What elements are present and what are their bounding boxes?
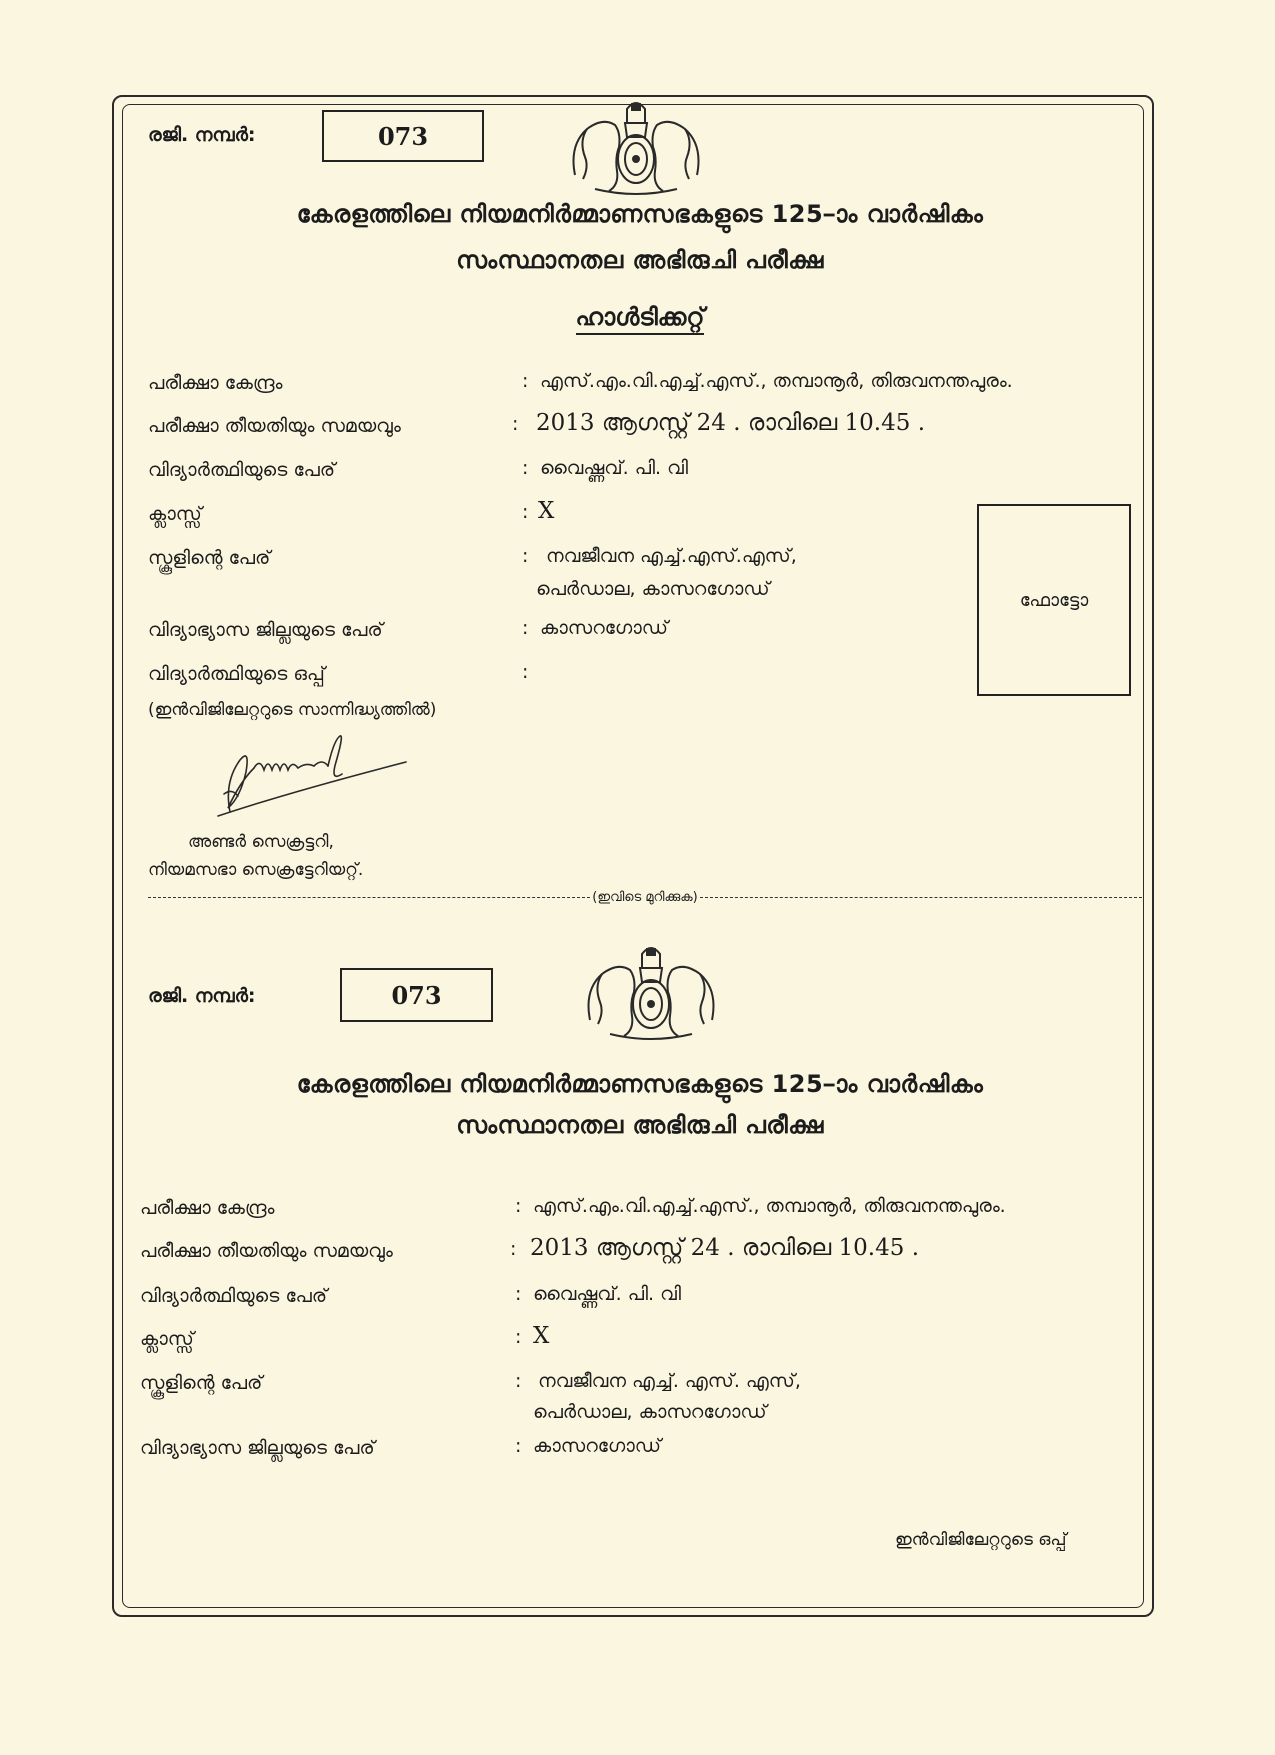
field-label-school: സ്കൂളിന്റെ പേര് [148,547,271,569]
field-label-district: വിദ്യാഭ്യാസ ജില്ലയുടെ പേര് [140,1437,375,1459]
field-label-class: ക്ലാസ്സ് [148,503,202,525]
field-colon: : [515,1326,522,1348]
exam-title: കേരളത്തിലെ നിയമനിർമ്മാണസഭകളുടെ 125–ാം വാർഷികം [296,1070,984,1098]
field-label-exam-centre: പരീക്ഷാ കേന്ദ്രം [140,1197,275,1219]
field-value-exam-date: 2013 ആഗസ്റ്റ് 24 . രാവിലെ 10.45 . [530,1235,920,1261]
signature-image [210,712,410,832]
reg-number-label: രജി. നമ്പർ: [148,124,256,146]
kerala-emblem-icon [565,95,707,197]
field-value-district: കാസറഗോഡ് [540,617,668,639]
field-label-student-name: വിദ്യാർത്ഥിയുടെ പേര് [148,459,336,481]
reg-number-label: രജി. നമ്പർ: [148,985,256,1007]
cut-here-text: (ഇവിടെ മുറിക്കുക) [592,889,698,905]
reg-number-box: 073 [322,110,484,162]
field-value-school: നവജീവന എച്ച്.എസ്.എസ്, [546,545,797,567]
field-colon: : [522,370,529,392]
field-value-school-line2: പെർഡാല, കാസറഗോഡ് [533,1401,767,1423]
field-value-class: X [533,1323,550,1349]
field-label-exam-date: പരീക്ഷാ തീയതിയും സമയവും [140,1240,393,1262]
field-value-exam-date: 2013 ആഗസ്റ്റ് 24 . രാവിലെ 10.45 . [536,410,926,436]
field-label-exam-centre: പരീക്ഷാ കേന്ദ്രം [148,372,283,394]
exam-subtitle: സംസ്ഥാനതല അഭിരുചി പരീക്ഷ [456,1111,824,1139]
field-colon: : [522,661,529,683]
field-colon: : [515,1195,522,1217]
field-colon: : [522,457,529,479]
field-colon: : [515,1435,522,1457]
hall-ticket-heading [160,303,1120,331]
field-colon: : [522,545,529,567]
hall-ticket-text: ഹാൾടിക്കറ്റ് [576,303,705,335]
field-colon: : [515,1370,522,1392]
field-colon: : [512,413,519,435]
field-value-student-name: വൈഷ്ണവ്. പി. വി [533,1283,681,1305]
field-value-district: കാസറഗോഡ് [533,1435,661,1457]
field-colon: : [510,1238,517,1260]
field-label-student-name: വിദ്യാർത്ഥിയുടെ പേര് [140,1285,328,1307]
field-colon: : [515,1283,522,1305]
field-value-school: നവജീവന എച്ച്. എസ്. എസ്, [538,1370,801,1392]
field-label-class: ക്ലാസ്സ് [140,1328,194,1350]
field-value-exam-centre: എസ്.എം.വി.എച്ച്.എസ്., തമ്പാനൂർ, തിരുവനന്തപുരം. [533,1195,1006,1217]
signatory-title: അണ്ടർ സെക്രട്ടറി, [188,832,334,852]
field-value-exam-centre: എസ്.എം.വി.എച്ച്.എസ്., തമ്പാനൂർ, തിരുവനന്തപുരം. [540,370,1013,392]
field-label-district: വിദ്യാഭ്യാസ ജില്ലയുടെ പേര് [148,619,383,641]
exam-subtitle: സംസ്ഥാനതല അഭിരുചി പരീക്ഷ [456,246,824,274]
field-value-student-name: വൈഷ്ണവ്. പി. വി [540,457,688,479]
field-value-class: X [538,498,555,524]
field-value-school-line2: പെർഡാല, കാസറഗോഡ് [536,578,770,600]
invigilator-presence-note: (ഇൻവിജിലേറ്ററുടെ സാന്നിദ്ധ്യത്തിൽ) [148,700,437,720]
exam-title: കേരളത്തിലെ നിയമനിർമ്മാണസഭകളുടെ 125–ാം വാർഷികം [296,200,984,228]
field-colon: : [522,501,529,523]
field-label-student-signature: വിദ്യാർത്ഥിയുടെ ഒപ്പ് [148,663,325,685]
photo-box: ഫോട്ടോ [977,504,1131,696]
signatory-office: നിയമസഭാ സെക്രട്ടേറിയറ്റ്. [148,860,364,880]
field-label-school: സ്കൂളിന്റെ പേര് [140,1372,263,1394]
invigilator-signature-label: ഇൻവിജിലേറ്ററുടെ ഒപ്പ് [895,1530,1067,1550]
field-colon: : [522,617,529,639]
field-label-exam-date: പരീക്ഷാ തീയതിയും സമയവും [148,415,401,437]
kerala-emblem-icon [580,940,722,1042]
cut-here-line [148,887,1142,907]
reg-number-box: 073 [340,968,493,1022]
